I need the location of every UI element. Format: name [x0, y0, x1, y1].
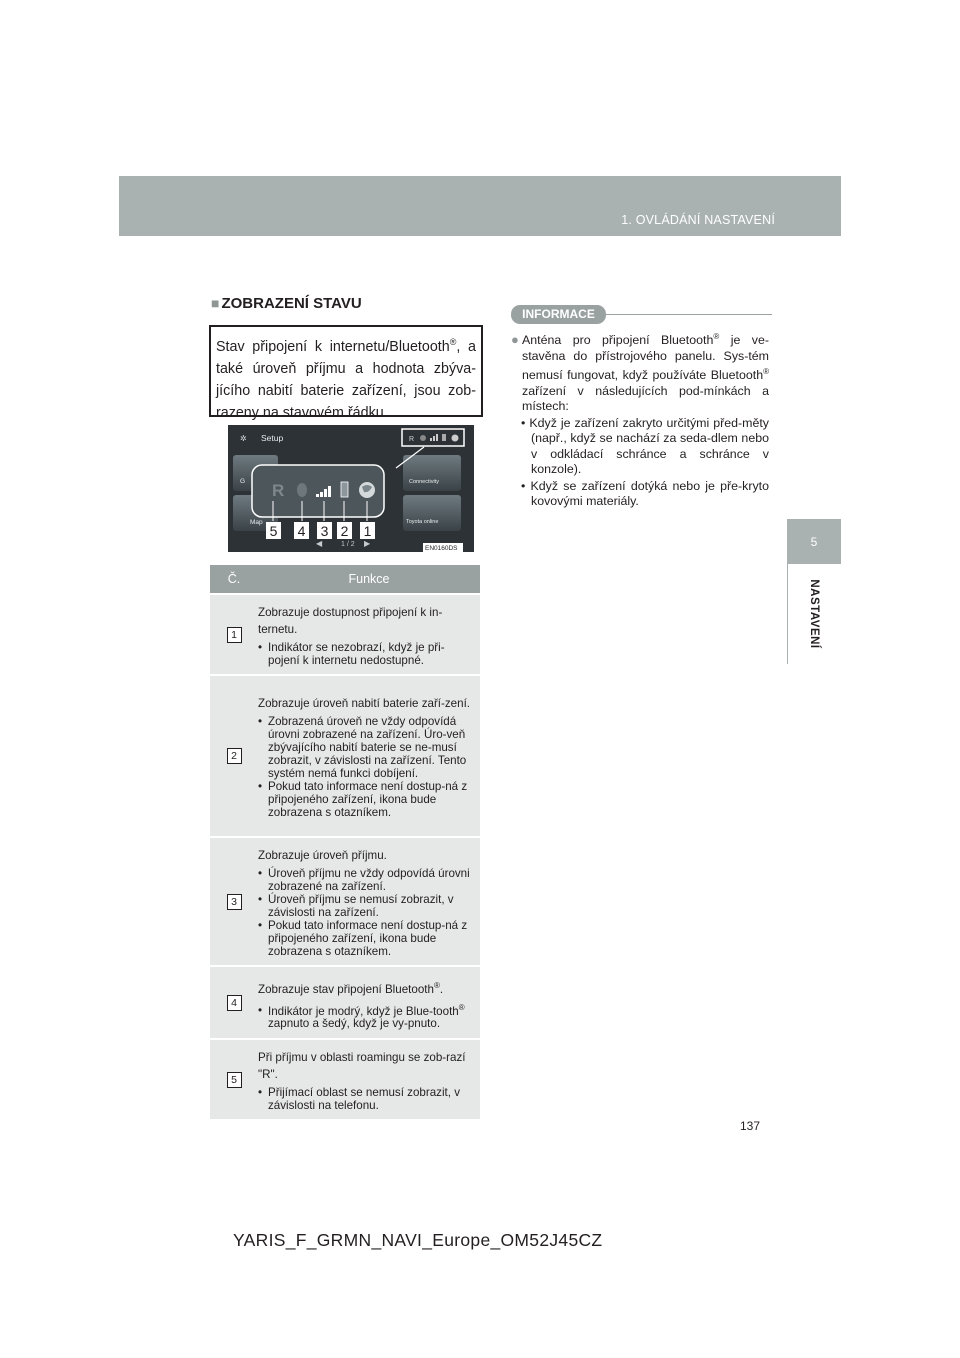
- row-lead-text: Zobrazuje stav připojení Bluetooth: [258, 982, 434, 996]
- row-lead-end: .: [439, 982, 444, 996]
- info-subitem-text: Když je zařízení zakryto určitými před-měty (např., když se nachází za seda-dlem nebo v odkládací schránce a schránce v konzole).: [529, 415, 769, 477]
- table-header: [210, 565, 480, 594]
- callout-3: 3: [320, 523, 329, 539]
- intro-text-2: , a také úroveň příjmu a hodnota zbýva-jícího nabití baterie zařízení, jsou zob-razeny na stavovém řádku.: [216, 338, 476, 421]
- intro-text-1: Stav připojení k internetu/Bluetooth: [216, 338, 450, 355]
- table-row: [210, 594, 480, 675]
- row-lead: Zobrazuje úroveň příjmu.: [258, 849, 387, 862]
- info-text-3: zařízení v následujících pod-mínkách a místech:: [522, 383, 769, 414]
- function-table: [210, 565, 480, 1119]
- menu-left-2: Map: [250, 519, 263, 526]
- registered-mark: ®: [763, 367, 769, 377]
- page-prev-icon: ◀: [316, 539, 323, 548]
- round-bullet-icon: ●: [511, 332, 519, 348]
- row-lead: Zobrazuje dostupnost připojení k in-ternetu.: [258, 606, 443, 636]
- registered-mark: ®: [433, 980, 440, 990]
- callout-5: 5: [269, 523, 278, 539]
- row-number: 5: [227, 1072, 242, 1088]
- page-next-icon: ▶: [364, 539, 371, 548]
- row-bullet: • Pokud tato informace není dostup-ná z připojeného zařízení, ikona bude zobrazena s otazníkem.: [258, 919, 476, 958]
- signal-icon: [316, 494, 319, 497]
- row-lead: Zobrazuje úroveň nabití baterie zaří-zení.: [258, 697, 471, 710]
- gear-icon: ✲: [240, 434, 247, 443]
- info-tag: INFORMACE: [511, 305, 606, 324]
- header-inner-strip: [119, 236, 841, 272]
- menu-right-1: Connectivity: [409, 479, 439, 485]
- page-indicator: 1 / 2: [341, 541, 355, 548]
- screenshot-graphic: [228, 425, 474, 552]
- info-subitem-text: Když se zařízení dotýká nebo je pře-kryto kovovými materiály.: [530, 478, 769, 509]
- callout-1: 1: [363, 523, 372, 539]
- col-header-function: Funkce: [258, 565, 480, 594]
- section-tab-number: 5: [787, 519, 841, 564]
- row-bullet-end: zapnuto a šedý, když je vy-pnuto.: [268, 1017, 441, 1031]
- table-row: [210, 966, 480, 1039]
- image-code: EN0160DS: [425, 545, 458, 552]
- row-bullet: [258, 1001, 476, 1031]
- row-bullet: • Úroveň příjmu ne vždy odpovídá úrovni zobrazené na zařízení.: [258, 867, 476, 893]
- row-bullet: • Přijímací oblast se nemusí zobrazit, v závislosti na telefonu.: [258, 1086, 476, 1112]
- screen-title: Setup: [261, 433, 284, 443]
- row-bullet-text: Indikátor je modrý, když je Blue-tooth: [268, 1004, 459, 1018]
- info-text-1: Anténa pro připojení Bluetooth: [522, 333, 714, 348]
- page-number: 137: [740, 1119, 761, 1133]
- bluetooth-icon: [297, 483, 307, 497]
- status-roaming-small: R: [409, 436, 415, 443]
- row-number: 1: [227, 627, 242, 643]
- registered-mark: ®: [458, 1002, 465, 1012]
- row-bullet: • Indikátor se nezobrazí, když je při-pojení k internetu nedostupné.: [258, 641, 476, 667]
- table-row: [210, 1039, 480, 1119]
- menu-right-2: Toyota online: [406, 519, 439, 525]
- row-number: 4: [227, 995, 242, 1011]
- row-lead: Při příjmu v oblasti roamingu se zob-razí "R".: [258, 1051, 466, 1081]
- registered-mark: ®: [449, 337, 457, 347]
- square-bullet-icon: ■: [211, 295, 220, 311]
- col-header-number: Č.: [210, 565, 258, 594]
- row-bullet: • Zobrazená úroveň ne vždy odpovídá úrovni zobrazené na zařízení. Úro-veň zbývajícího nabití baterie se ne-musí zobrazit, v závislosti na zařízení. Tento systém nemá funkci dobíjení.: [258, 715, 476, 780]
- row-bullet: • Pokud tato informace není dostup-ná z připojeného zařízení, ikona bude zobrazena s otazníkem.: [258, 780, 476, 819]
- table-row: [210, 675, 480, 837]
- battery-icon: [341, 482, 348, 497]
- table-row: [210, 837, 480, 966]
- section-heading-text: ZOBRAZENÍ STAVU: [221, 295, 362, 312]
- section-tab-label: NASTAVENÍ: [808, 579, 820, 649]
- header-band: [119, 176, 841, 272]
- document-id: YARIS_F_GRMN_NAVI_Europe_OM52J45CZ: [233, 1230, 603, 1250]
- menu-left-1: G: [240, 478, 246, 485]
- roaming-icon: R: [272, 481, 285, 500]
- info-body: [511, 329, 769, 510]
- status-bluetooth-small: [420, 435, 426, 441]
- callout-2: 2: [340, 523, 349, 539]
- intro-box: [209, 325, 483, 421]
- info-divider: [606, 314, 772, 315]
- row-bullet: • Úroveň příjmu se nemusí zobrazit, v závislosti na zařízení.: [258, 893, 476, 919]
- info-item: [511, 329, 769, 415]
- row-number: 3: [227, 894, 242, 910]
- info-text-2: je ve-stavěna do přístrojového panelu. Sys-tém nemusí fungovat, když používáte Bluetooth: [522, 333, 769, 383]
- info-subitem: • Když je zařízení zakryto určitými před-měty (např., když se nachází za seda-dlem nebo v odkládací schránce a schránce v konzole).: [521, 415, 769, 477]
- callout-4: 4: [297, 523, 306, 539]
- row-lead: [258, 977, 476, 998]
- section-heading: [211, 295, 362, 312]
- registered-mark: ®: [713, 332, 720, 341]
- chapter-title: 1. OVLÁDÁNÍ NASTAVENÍ: [621, 213, 775, 227]
- row-number: 2: [227, 748, 242, 764]
- info-subitem: • Když se zařízení dotýká nebo je pře-kryto kovovými materiály.: [521, 478, 769, 509]
- status-bar-screenshot: [228, 425, 474, 552]
